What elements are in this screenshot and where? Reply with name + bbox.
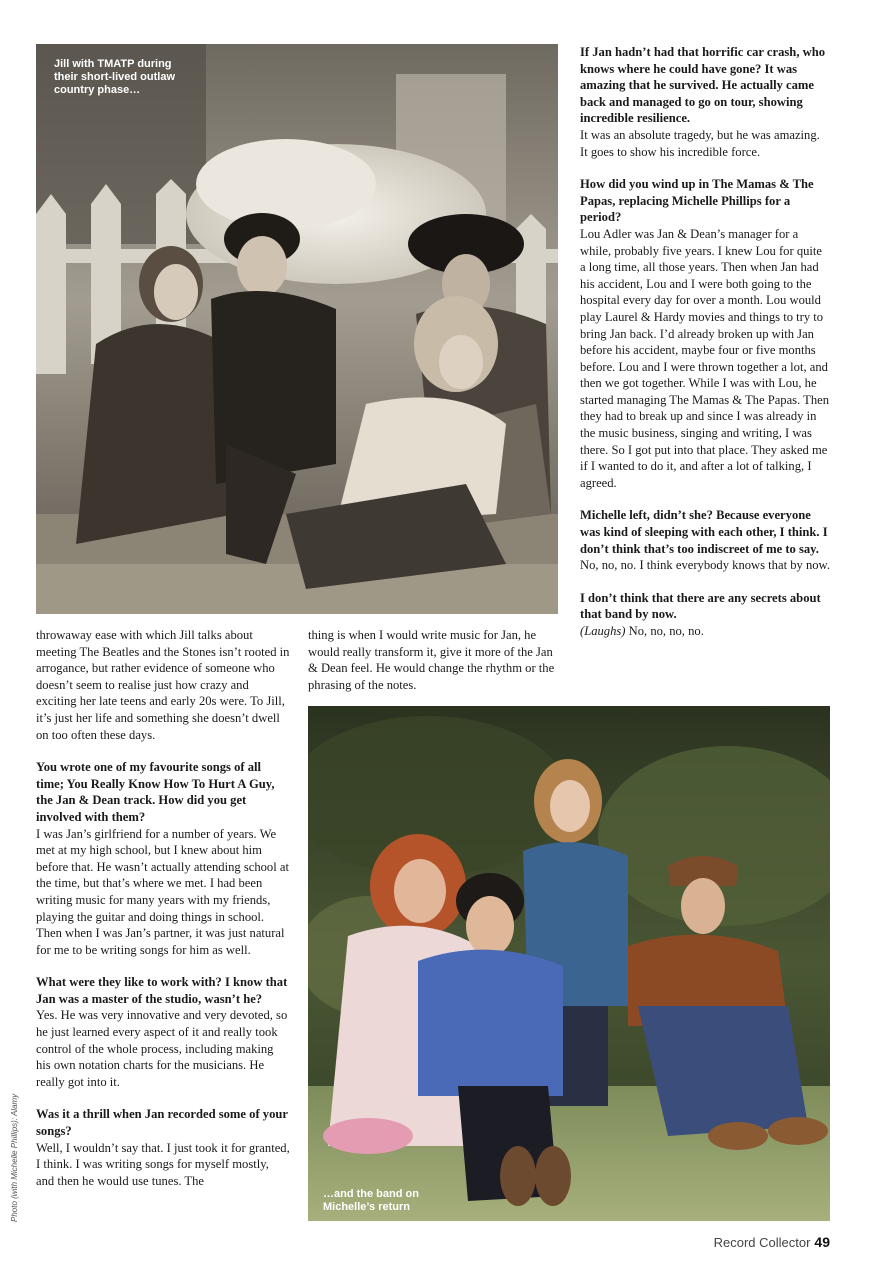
answer-3: Well, I wouldn’t say that. I just took it for granted, I think. I was writing songs for myself mostly, and then he would use tunes. The: [36, 1140, 290, 1188]
intro-paragraph: throwaway ease with which Jill talks about meeting The Beatles and the Stones isn’t rooted in arrogance, but rather evidence of someone who doesn’t seem to realise just how crazy and exciting her late teens and early 20s were. To Jill, it’s just her life and something she doesn’t dwell on too often these days.: [36, 628, 290, 742]
middle-paragraph: thing is when I would write music for Jan, he would really transform it, give it more of the Jan & Dean feel. He would change the rhythm or the phrasing of the notes.: [308, 628, 555, 692]
page-number: 49: [814, 1234, 830, 1250]
photo-top-caption: Jill with TMATP during their short-lived outlaw country phase…: [54, 58, 176, 96]
question-5: How did you wind up in The Mamas & The Papas, replacing Michelle Phillips for a period?: [580, 177, 814, 225]
photo-bottom-image: [308, 706, 830, 1221]
photo-bottom-caption: …and the band on Michelle’s return: [323, 1188, 419, 1213]
photo-bottom: [308, 706, 830, 1221]
question-3: Was it a thrill when Jan recorded some of your songs?: [36, 1107, 288, 1139]
photo-credit: Photo (with Michelle Phillips): Alamy: [10, 1093, 19, 1222]
page-footer: [714, 1234, 830, 1250]
answer-4: It was an absolute tragedy, but he was amazing. It goes to show his incredible force.: [580, 127, 820, 159]
photo-top-image: [36, 44, 558, 614]
answer-7-laughs: (Laughs): [580, 624, 626, 638]
photo-top: [36, 44, 558, 614]
left-column: [36, 627, 290, 1189]
answer-5: Lou Adler was Jan & Dean’s manager for a while, probably five years. I knew Lou for quite a long time, all those years. Then when Jan had his accident, Lou and I were both going to the hospital every day for over a month. Lou would play Laurel & Hardy movies and things to try to bring Jan back. I’d already broken up with Jan before his accident, maybe four or five months before. Lou and I were thrown together a lot, and then we got together. While I was with Lou, he started managing The Mamas & The Papas. Then they had to break up and since I was already in the music business, singing and writing, I was there. So I got put into that place. They asked me if I wanted to do it, and after a lot of talking, I agreed.: [580, 226, 830, 490]
question-1: You wrote one of my favourite songs of all time; You Really Know How To Hurt A Guy, the Jan & Dean track. How did you get involved with them?: [36, 760, 275, 824]
question-2: What were they like to work with? I know that Jan was a master of the studio, wasn’t he?: [36, 975, 288, 1006]
answer-2: Yes. He was very innovative and very devoted, so he just learned every aspect of it and really took control of the whole process, including making his own notation charts for the musicians. He really got into it.: [36, 1008, 288, 1089]
right-column: [580, 44, 830, 640]
question-6: Michelle left, didn’t she? Because everyone was kind of sleeping with each other, I think. I don’t think that’s too indiscreet of me to say.: [580, 508, 828, 556]
answer-7: [580, 623, 830, 640]
answer-6: No, no, no. I think everybody knows that by now.: [580, 558, 830, 573]
magazine-name: Record Collector: [713, 1235, 811, 1250]
answer-1: I was Jan’s girlfriend for a number of years. We met at my high school, but I knew about him before that. He wasn’t actually attending school at the time, but that’s where we met. I had been writing music for many years with my friends, playing the guitar and doing things in school. Then when I was Jan’s partner, it was just natural for me to be writing songs for him as well.: [36, 826, 289, 957]
question-4: If Jan hadn’t had that horrific car crash, who knows where he could have gone? It was amazing that he survived. He actually came back and managed to go on tour, showing incredible resilience.: [580, 45, 826, 126]
middle-column: [308, 627, 562, 693]
question-7: I don’t think that there are any secrets about that band by now.: [580, 590, 821, 622]
answer-7-rest: No, no, no, no.: [625, 624, 704, 638]
